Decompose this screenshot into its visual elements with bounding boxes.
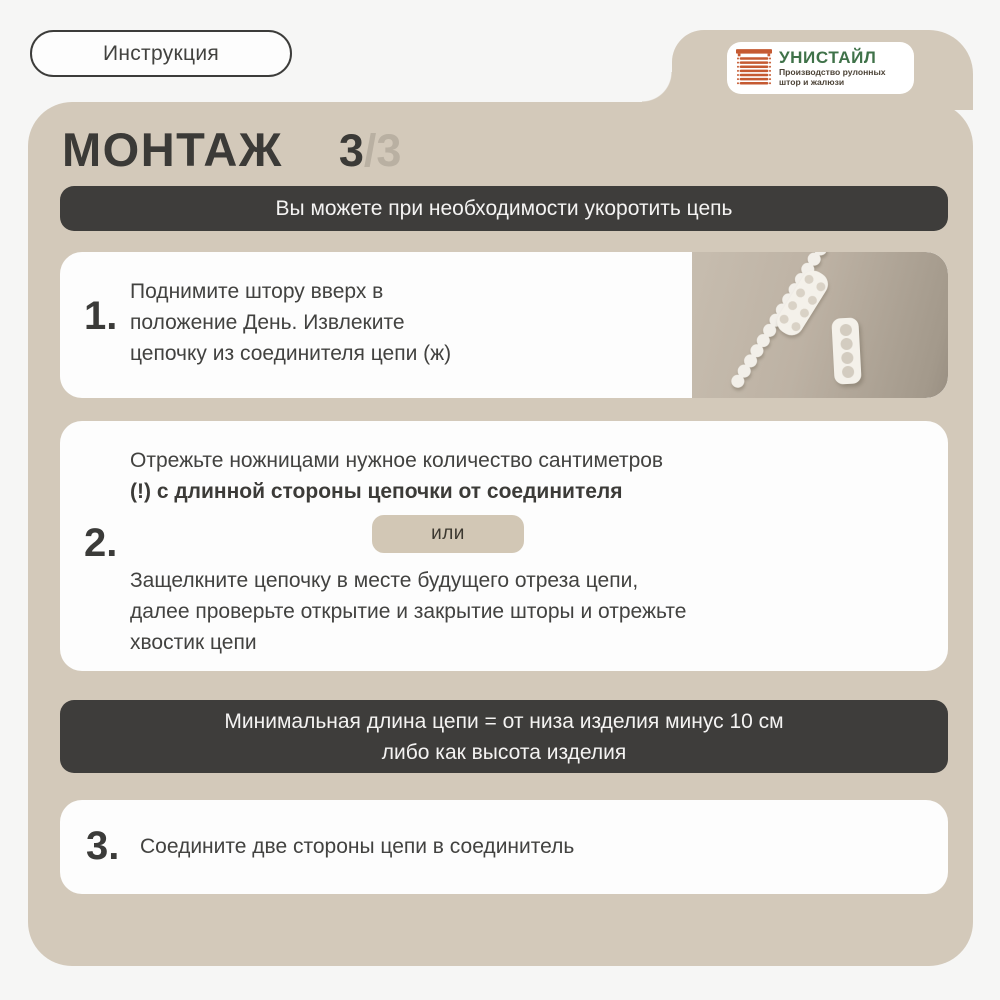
step-1-line-2: положение День. Извлеките	[130, 311, 405, 334]
brand-logo	[727, 42, 914, 94]
step-2-alt-line-1: Защелкните цепочку в месте будущего отреза цепи,	[130, 569, 639, 592]
step-1-line-3: цепочку из соединителя цепи (ж)	[130, 342, 452, 365]
step-1-number: 1.	[84, 294, 118, 338]
step-1-line-1: Поднимите штору вверх в	[130, 280, 384, 303]
or-divider-pill	[372, 515, 524, 553]
or-divider-label: или	[431, 523, 465, 544]
step-2-intro-regular: Отрежьте ножницами нужное количество сантиметров	[130, 449, 664, 472]
page-counter	[339, 125, 402, 177]
step-2-alternative	[130, 565, 686, 658]
step-3-card	[60, 800, 948, 894]
step-1-text	[130, 276, 451, 369]
step-2-alt-line-2: далее проверьте открытие и закрытие шторы и отрежьте	[130, 600, 687, 623]
step-2-number: 2.	[84, 521, 118, 565]
step-2-alt-line-3: хвостик цепи	[130, 631, 257, 654]
page-title-row	[62, 122, 401, 177]
chain-photo	[692, 252, 948, 398]
note-banner-middle-line1: Минимальная длина цепи = от низа изделия минус 10 см	[224, 710, 784, 733]
logo-text-block	[779, 49, 886, 87]
page-counter-total: /3	[363, 125, 402, 176]
step-2-card	[60, 421, 948, 671]
step-1-card	[60, 252, 948, 398]
note-banner-top	[60, 186, 948, 231]
page-counter-current: 3	[338, 125, 364, 176]
note-banner-top-text: Вы можете при необходимости укоротить цепь	[275, 197, 733, 220]
step-3-number: 3.	[86, 824, 120, 868]
step-2-intro	[130, 445, 663, 507]
page-title: МОНТАЖ	[62, 123, 283, 176]
logo-tab-notch	[642, 72, 672, 102]
note-banner-middle	[60, 700, 948, 773]
instruction-tab-label: Инструкция	[102, 41, 220, 65]
blinds-icon	[736, 49, 772, 87]
logo-subtitle-line1: Производство рулонных	[779, 67, 886, 77]
chain-connector-piece	[831, 317, 861, 384]
note-banner-middle-line2: либо как высота изделия	[381, 741, 627, 764]
instruction-tab[interactable]	[30, 30, 292, 77]
step-2-intro-bold: (!) с длинной стороны цепочки от соединителя	[130, 480, 623, 503]
logo-brand-name: УНИСТАЙЛ	[779, 48, 877, 67]
step-3-text: Соедините две стороны цепи в соединитель	[140, 835, 575, 858]
logo-subtitle-line2: штор и жалюзи	[779, 77, 845, 87]
